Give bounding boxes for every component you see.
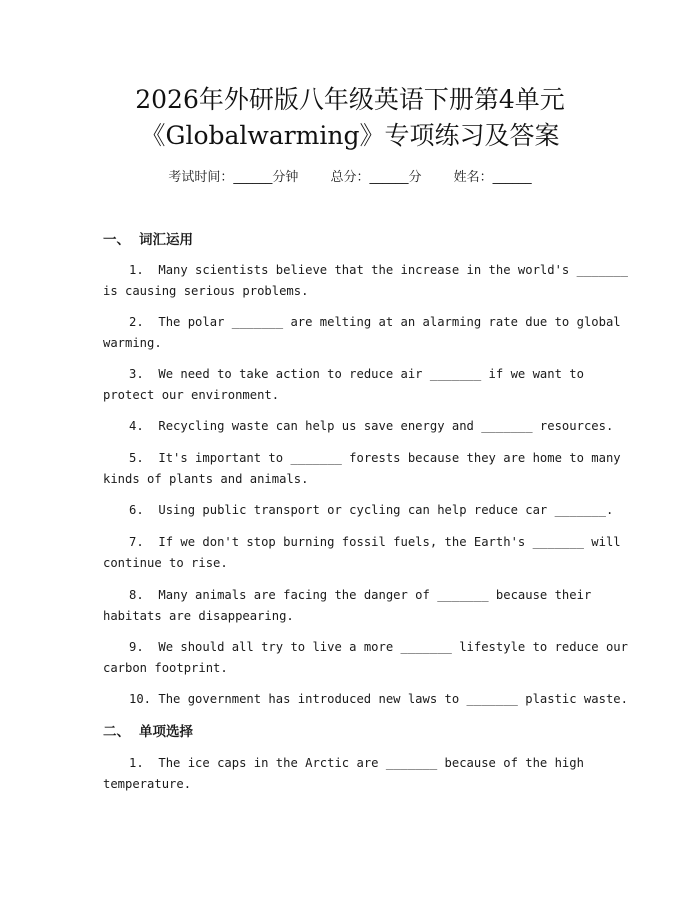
section-heading-multiple-choice xyxy=(103,722,193,742)
section-title: 单项选择 xyxy=(139,724,193,740)
question-item xyxy=(103,312,621,354)
section-number: 二、 xyxy=(103,724,130,740)
section-heading-vocabulary xyxy=(103,230,193,250)
question-item xyxy=(103,364,600,406)
question-number: 1. xyxy=(129,263,144,277)
question-item xyxy=(103,260,628,302)
question-number: 5. xyxy=(129,451,144,465)
question-text-cont: warming. xyxy=(103,336,162,350)
question-text: If we don't stop burning fossil fuels, the Earth's _______ will xyxy=(158,535,621,549)
question-item xyxy=(103,637,628,679)
question-number: 6. xyxy=(129,503,144,517)
question-number: 1. xyxy=(129,756,144,770)
question-text-cont: is causing serious problems. xyxy=(103,284,309,298)
question-number: 2. xyxy=(129,315,144,329)
question-text-cont: temperature. xyxy=(103,777,192,791)
document-title-line-1: 2026年外研版八年级英语下册第4单元 xyxy=(135,85,565,114)
question-item xyxy=(103,585,600,627)
question-text: Using public transport or cycling can help reduce car _______. xyxy=(158,503,614,517)
question-text: We should all try to live a more _______ lifestyle to reduce our xyxy=(158,640,628,654)
question-text-cont: protect our environment. xyxy=(103,388,280,402)
question-number: 4. xyxy=(129,419,144,433)
question-text: It's important to _______ forests because they are home to many xyxy=(158,451,621,465)
question-number: 7. xyxy=(129,535,144,549)
question-text-cont: habitats are disappearing. xyxy=(103,609,294,623)
exam-time-field: 考试时间：______分钟 xyxy=(168,170,299,185)
question-text: The government has introduced new laws to _______ plastic waste. xyxy=(158,692,628,706)
question-item xyxy=(103,416,614,437)
section-number: 一、 xyxy=(103,232,130,248)
question-text: We need to take action to reduce air _______ if we want to xyxy=(158,367,584,381)
question-item xyxy=(103,753,600,795)
question-text: Many animals are facing the danger of _______ because their xyxy=(158,588,592,602)
total-score-field: 总分：______分 xyxy=(330,170,422,185)
exam-info xyxy=(0,168,700,188)
question-item xyxy=(103,500,614,521)
question-text-cont: kinds of plants and animals. xyxy=(103,472,309,486)
question-item xyxy=(103,689,628,710)
question-item xyxy=(103,448,621,490)
question-number: 9. xyxy=(129,640,144,654)
question-number: 3. xyxy=(129,367,144,381)
student-name-field: 姓名：______ xyxy=(453,170,532,185)
question-text: Many scientists believe that the increase in the world's _______ xyxy=(158,263,628,277)
question-text-cont: continue to rise. xyxy=(103,556,228,570)
question-text: The ice caps in the Arctic are _______ because of the high xyxy=(158,756,584,770)
question-text: The polar _______ are melting at an alarming rate due to global xyxy=(158,315,621,329)
question-item xyxy=(103,532,621,574)
question-text: Recycling waste can help us save energy and _______ resources. xyxy=(158,419,614,433)
question-text-cont: carbon footprint. xyxy=(103,661,228,675)
question-number: 8. xyxy=(129,588,144,602)
document-title-line-2: 《Globalwarming》专项练习及答案 xyxy=(140,121,560,150)
question-number: 10. xyxy=(129,692,152,706)
section-title: 词汇运用 xyxy=(139,232,193,248)
